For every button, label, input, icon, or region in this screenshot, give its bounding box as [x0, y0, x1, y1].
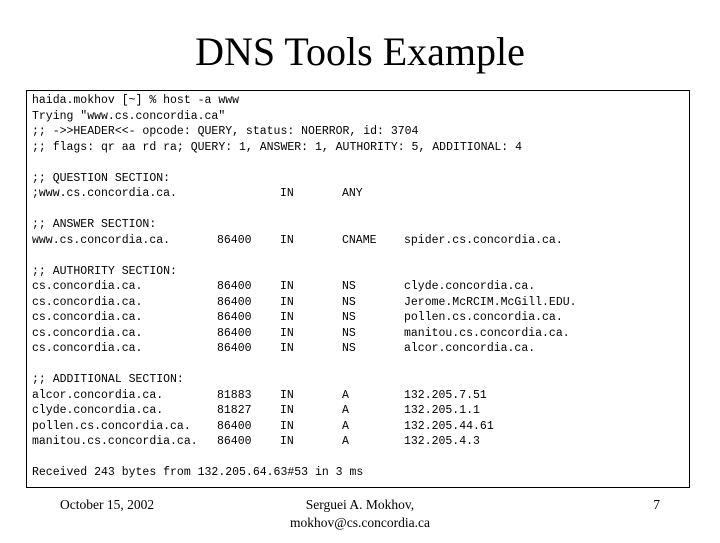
authority-section-heading: ;; AUTHORITY SECTION: [32, 264, 177, 278]
record-type: A [342, 404, 349, 417]
record-ttl: 86400 [217, 311, 252, 324]
record-data: 132.205.7.51 [404, 388, 487, 402]
record-class: IN [280, 233, 294, 247]
record-data: pollen.cs.concordia.ca. [404, 311, 563, 324]
header-line-trying: Trying "www.cs.concordia.ca" [32, 109, 226, 123]
footer-author [200, 496, 520, 532]
record-data: 132.205.1.1 [404, 404, 480, 417]
additional-section-heading: ;; ADDITIONAL SECTION: [32, 373, 184, 386]
additional-row [32, 403, 692, 419]
record-data: spider.cs.concordia.ca. [404, 233, 563, 247]
record-name: ;www.cs.concordia.ca. [32, 187, 177, 200]
record-class: IN [280, 404, 294, 417]
authority-row [32, 295, 692, 311]
record-type: ANY [342, 187, 363, 200]
record-data: manitou.cs.concordia.ca. [404, 326, 570, 340]
record-name: manitou.cs.concordia.ca. [32, 435, 198, 448]
record-class: IN [280, 311, 294, 324]
record-name: cs.concordia.ca. [32, 295, 143, 309]
header-line-command: haida.mokhov [~] % host -a www [32, 94, 240, 107]
additional-row [32, 419, 692, 435]
record-class: IN [280, 326, 294, 340]
record-type: NS [342, 280, 356, 293]
record-class: IN [280, 187, 294, 200]
footer-date: October 15, 2002 [60, 497, 155, 512]
authority-row [32, 341, 692, 357]
record-name: clyde.concordia.ca. [32, 404, 164, 417]
record-type: NS [342, 326, 356, 340]
record-type: NS [342, 311, 356, 324]
record-data: Jerome.McRCIM.McGill.EDU. [404, 295, 577, 309]
record-ttl: 86400 [217, 342, 252, 355]
record-ttl: 86400 [217, 280, 252, 293]
record-ttl: 86400 [217, 233, 252, 247]
slide-title: DNS Tools Example [195, 29, 525, 74]
page-number: 7 [653, 497, 660, 512]
record-class: IN [280, 280, 294, 293]
record-type: CNAME [342, 233, 377, 247]
record-type: A [342, 388, 349, 402]
record-data: clyde.concordia.ca. [404, 280, 536, 293]
record-ttl: 81883 [217, 388, 252, 402]
record-name: cs.concordia.ca. [32, 280, 143, 293]
terminal-output [32, 93, 692, 481]
record-class: IN [280, 435, 294, 448]
answer-section-heading: ;; ANSWER SECTION: [32, 218, 157, 231]
record-data: 132.205.44.61 [404, 419, 494, 433]
record-type: NS [342, 295, 356, 309]
authority-row [32, 310, 692, 326]
record-name: cs.concordia.ca. [32, 311, 143, 324]
record-ttl: 86400 [217, 419, 252, 433]
record-name: alcor.concordia.ca. [32, 388, 164, 402]
record-class: IN [280, 388, 294, 402]
question-row [32, 186, 692, 202]
record-class: IN [280, 295, 294, 309]
record-ttl: 86400 [217, 295, 252, 309]
record-data: alcor.concordia.ca. [404, 342, 536, 355]
authority-row [32, 279, 692, 295]
author-email: mokhov@cs.concordia.ca [290, 515, 430, 530]
record-class: IN [280, 342, 294, 355]
record-name: cs.concordia.ca. [32, 342, 143, 355]
header-line-opcode: ;; ->>HEADER<<- opcode: QUERY, status: NOERROR, id: 3704 [32, 125, 419, 138]
question-section-heading: ;; QUESTION SECTION: [32, 171, 171, 185]
record-type: A [342, 435, 349, 448]
answer-row [32, 233, 692, 249]
record-data: 132.205.4.3 [404, 435, 480, 448]
record-name: cs.concordia.ca. [32, 326, 143, 340]
header-line-flags: ;; flags: qr aa rd ra; QUERY: 1, ANSWER: 1, AUTHORITY: 5, ADDITIONAL: 4 [32, 140, 522, 154]
authority-row [32, 326, 692, 342]
author-name: Serguei A. Mokhov, [305, 497, 415, 512]
record-name: pollen.cs.concordia.ca. [32, 419, 191, 433]
additional-row [32, 388, 692, 404]
record-ttl: 81827 [217, 404, 252, 417]
record-type: A [342, 419, 349, 433]
received-summary: Received 243 bytes from 132.205.64.63#53 in 3 ms [32, 466, 364, 479]
record-ttl: 86400 [217, 435, 252, 448]
additional-row [32, 434, 692, 450]
record-ttl: 86400 [217, 326, 252, 340]
record-class: IN [280, 419, 294, 433]
record-name: www.cs.concordia.ca. [32, 233, 171, 247]
record-type: NS [342, 342, 356, 355]
